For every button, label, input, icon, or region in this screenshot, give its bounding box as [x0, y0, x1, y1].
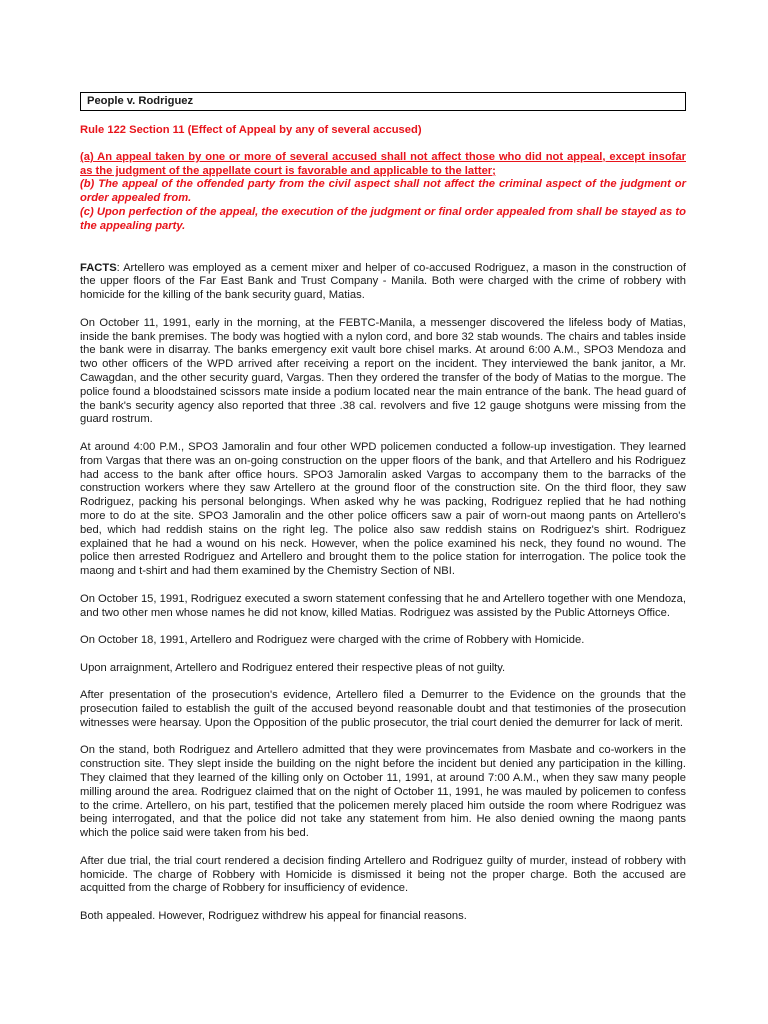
rule-item-c: (c) Upon perfection of the appeal, the execution of the judgment or final order appealed from shall be stayed as to the appealing party. [80, 205, 686, 232]
document-page [80, 92, 686, 938]
paragraph-appeal: Both appealed. However, Rodriguez withdrew his appeal for financial reasons. [80, 910, 467, 923]
section-spacer [80, 234, 686, 262]
paragraph-discovery: On October 11, 1991, early in the morning, at the FEBTC-Manila, a messenger discovered the lifeless body of Matias, inside the bank premises. The body was hogtied with a nylon cord, and bore 32 stab wounds. The chairs and tables inside the bank were in disarray. The banks emergency exit vault bore chisel marks. At around 6:00 A.M., SPO3 Mendoza and two other officers of the WPD arrived after receiving a report on the incident. They interviewed the bank janitor, a Mr. Cawagdan, and the other security guard, Vargas. Then they ordered the transfer of the body of Matias to the morgue. The police found a bloodstained scissors mate inside a podium located near the main entrance of the bank. The head guard of the bank's security agency also reported that three .38 cal. revolvers and five 12 gauge shotguns were missing from the guard rostrum. [80, 316, 686, 426]
paragraph-arraignment: Upon arraignment, Artellero and Rodriguez entered their respective pleas of not guilty. [80, 661, 506, 674]
rule-item-b: (b) The appeal of the offended party from the civil aspect shall not affect the criminal aspect of the judgment or order appealed from. [80, 178, 686, 205]
paragraph-decision: After due trial, the trial court rendered a decision finding Artellero and Rodriguez guilty of murder, instead of robbery with homicide. The charge of Robbery with Homicide is dismissed it being not the proper charge. Both the accused are acquitted from the charge of Robbery for insufficiency of evidence. [80, 854, 686, 895]
rule-provisions [80, 151, 686, 234]
facts-text: : Artellero was employed as a cement mixer and helper of co-accused Rodriguez, a mason in the construction of the upper floors of the Far East Bank and Trust Company - Manila. Both were charged with the crime of robbery with homicide for the killing of the bank security guard, Matias. [80, 261, 686, 302]
case-title: People v. Rodriguez [80, 92, 686, 111]
paragraph-charged: On October 18, 1991, Artellero and Rodriguez were charged with the crime of Robbery with Homicide. [80, 634, 585, 647]
paragraph-demurrer: After presentation of the prosecution's evidence, Artellero filed a Demurrer to the Evidence on the grounds that the prosecution failed to establish the guilt of the accused beyond reasonable doubt and that testimonies of the prosecution witnesses were hearsay. Upon the Opposition of the public prosecutor, the trial court denied the demurrer for lack of merit. [80, 689, 686, 729]
paragraph-testimony: On the stand, both Rodriguez and Artellero admitted that they were provincemates from Masbate and co-workers in the construction site. They slept inside the building on the night before the incident but denied any participation in the killing. They claimed that they learned of the killing only on October 11, 1991, at around 7:00 A.M., when they saw many people milling around the area. Rodriguez claimed that on the night of October 11, 1991, he was mauled by policemen to confess to the crime. Artellero, on his part, testified that the policemen merely placed him outside the room where Rodriguez was being interrogated, and that the police did not take any statement from him. He also denied owning the maong pants which the police said were taken from his bed. [80, 744, 686, 840]
rule-heading: Rule 122 Section 11 (Effect of Appeal by any of several accused) [80, 124, 422, 136]
paragraph-sworn-statement: On October 15, 1991, Rodriguez executed a sworn statement confessing that he and Artellero together with one Mendoza, and two other men whose names he did not know, killed Matias. Rodriguez was assisted by the Public Attorneys Office. [80, 592, 686, 619]
rule-item-a: (a) An appeal taken by one or more of several accused shall not affect those who did not appeal, except insofar as the judgment of the appellate court is favorable and applicable to the latter; [80, 150, 686, 177]
facts-label: FACTS [80, 261, 117, 274]
facts-paragraph [80, 262, 686, 303]
paragraph-investigation: At around 4:00 P.M., SPO3 Jamoralin and four other WPD policemen conducted a follow-up investigation. They learned from Vargas that there was an on-going construction on the upper floors of the bank, and that Artellero and his Rodriguez had access to the bank after office hours. SPO3 Jamoralin asked Vargas to accompany them to the barracks of the construction workers where they saw Artellero at the ground floor of the construction site. On the third floor, they saw Rodriguez, packing his personal belongings. When asked why he was packing, Rodriguez replied that he had nothing more to do at the site. SPO3 Jamoralin and the other police officers saw a pair of worn-out maong pants on Artellero's bed, which had reddish stains on the right leg. The police also saw reddish stains on Rodriguez's shirt. Rodriguez explained that he had a wound on his neck. However, when the police examined his neck, they found no wound. The police then arrested Rodriguez and Artellero and brought them to the police station for interrogation. The police took the maong and t-shirt and had them examined by the Chemistry Section of NBI. [80, 440, 686, 578]
